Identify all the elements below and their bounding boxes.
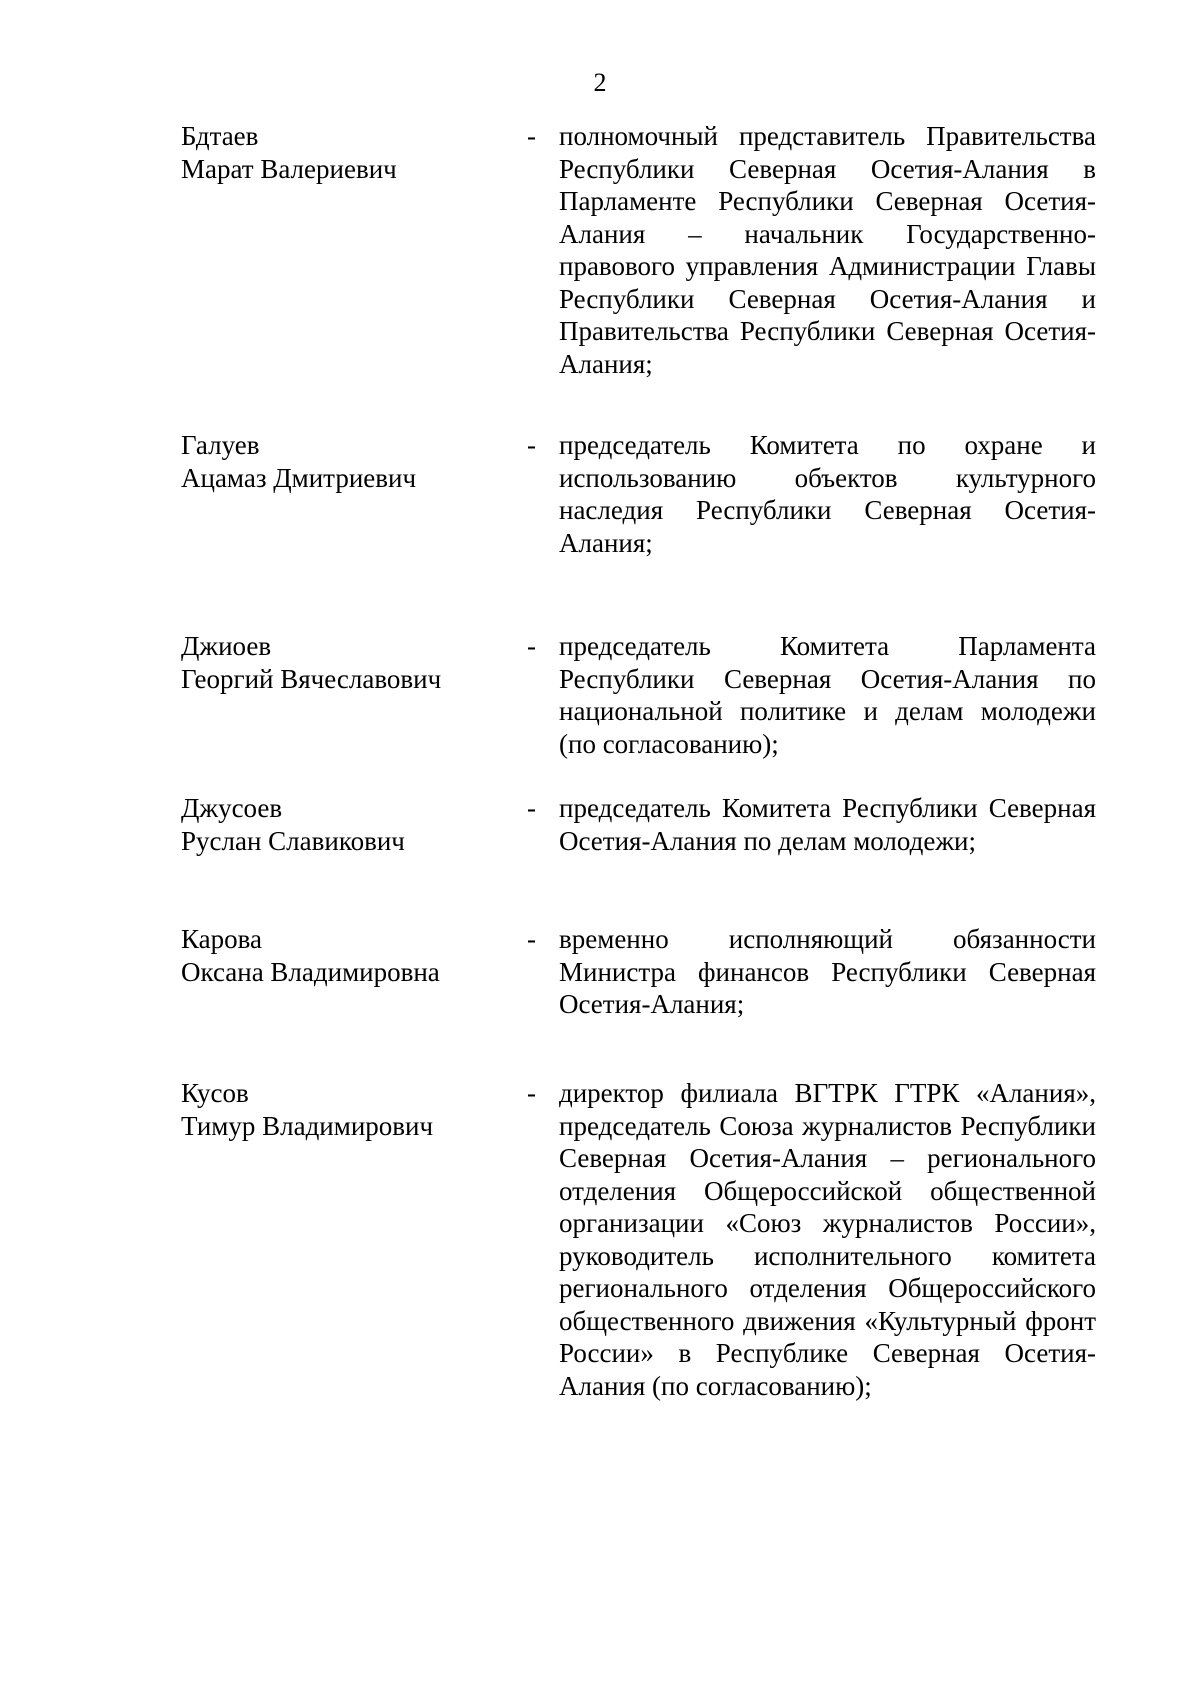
entry-dash: - xyxy=(527,121,536,151)
page-number: 2 xyxy=(593,68,607,97)
member-surname: Бдтаев xyxy=(181,121,259,151)
member-given-names: Ацамаз Дмитриевич xyxy=(181,462,417,493)
member-name xyxy=(181,1077,511,1142)
member-given-names: Марат Валериевич xyxy=(181,153,397,184)
member-surname: Джиоев xyxy=(181,631,272,661)
member-name xyxy=(181,429,511,494)
entry-dash: - xyxy=(527,1078,536,1108)
member-position: председатель Комитета Республики Северная Осетия-Алания по делам молодежи; xyxy=(559,793,1096,856)
member-position: председатель Комитета по охране и использованию объектов культурного наследия Республики Северная Осетия-Алания; xyxy=(559,430,1096,558)
entry-dash: - xyxy=(527,793,536,823)
member-given-names: Тимур Владимирович xyxy=(181,1110,434,1141)
member-position: председатель Комитета Парламента Республики Северная Осетия-Алания по национальной политике и делам молодежи (по согласованию); xyxy=(559,631,1096,759)
member-name xyxy=(181,792,511,857)
member-name xyxy=(181,923,511,988)
member-surname: Карова xyxy=(181,924,263,954)
member-position: временно исполняющий обязанности Министра финансов Республики Северная Осетия-Алания; xyxy=(559,924,1096,1019)
member-surname: Галуев xyxy=(181,430,260,460)
entry-dash: - xyxy=(527,430,536,460)
member-position: полномочный представитель Правительства Республики Северная Осетия-Алания в Парламенте Республики Северная Осетия-Алания – начальник Государственно-правового управления Администрации Главы Республики Северная Осетия-Алания и Правительства Республики Северная Осетия-Алания; xyxy=(559,121,1096,379)
member-given-names: Георгий Вячеславович xyxy=(181,663,442,694)
member-given-names: Оксана Владимировна xyxy=(181,956,440,987)
member-name xyxy=(181,120,511,185)
entry-dash: - xyxy=(527,631,536,661)
member-given-names: Руслан Славикович xyxy=(181,825,405,856)
member-surname: Кусов xyxy=(181,1078,249,1108)
member-position: директор филиала ВГТРК ГТРК «Алания», председатель Союза журналистов Республики Северная Осетия-Алания – регионального отделения Общероссийской общественной организации «Союз журналистов России», руководитель исполнительного комитета регионального отделения Общероссийского общественного движения «Культурный фронт России» в Республике Северная Осетия-Алания (по согласованию); xyxy=(559,1078,1096,1401)
member-surname: Джусоев xyxy=(181,793,283,823)
entry-dash: - xyxy=(527,924,536,954)
member-name xyxy=(181,630,511,695)
